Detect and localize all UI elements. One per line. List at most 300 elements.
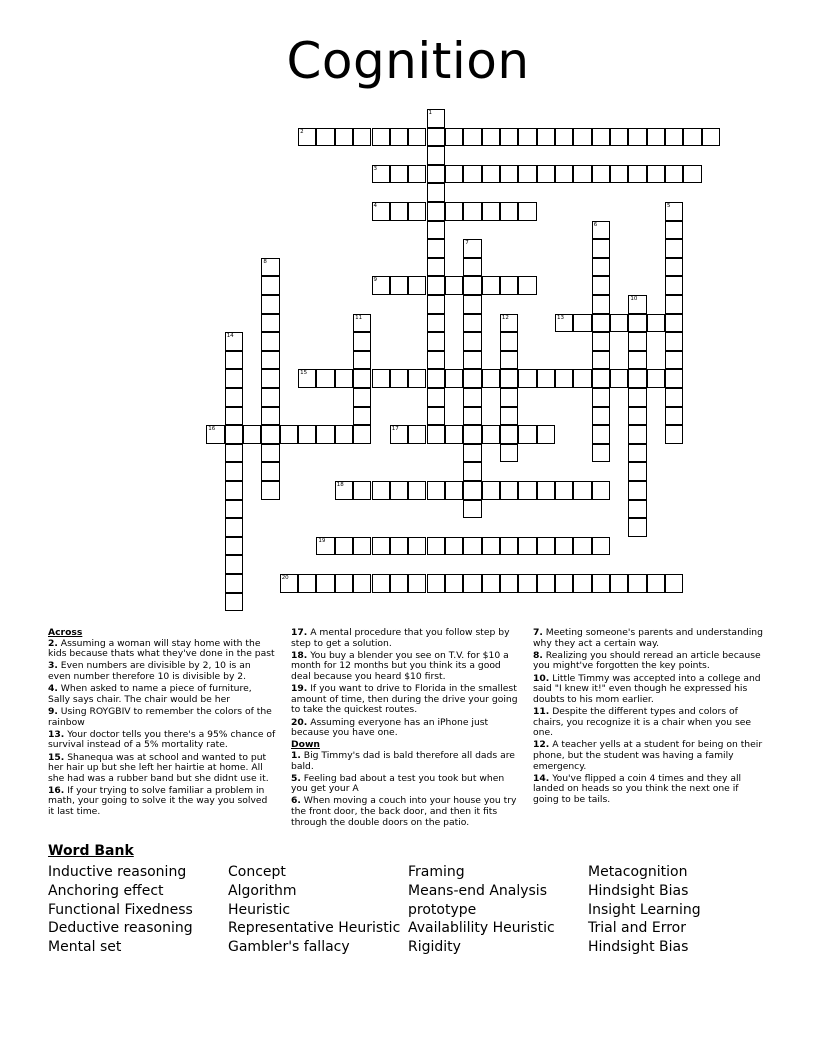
- crossword-cell[interactable]: [372, 202, 390, 221]
- crossword-cell[interactable]: [518, 128, 536, 147]
- crossword-cell[interactable]: [298, 128, 316, 147]
- crossword-cell[interactable]: [537, 128, 555, 147]
- crossword-cell[interactable]: [427, 202, 445, 221]
- crossword-cell[interactable]: [555, 574, 573, 593]
- word-bank-item: Hindsight Bias: [588, 939, 689, 956]
- clue-item: [48, 707, 276, 728]
- crossword-cell[interactable]: [665, 407, 683, 426]
- crossword-cell[interactable]: [463, 314, 481, 333]
- crossword-cell[interactable]: [225, 500, 243, 519]
- crossword-cell[interactable]: [628, 574, 646, 593]
- crossword-cell[interactable]: [592, 351, 610, 370]
- crossword-cell[interactable]: [500, 369, 518, 388]
- crossword-cell[interactable]: [261, 407, 279, 426]
- crossword-cell[interactable]: [628, 388, 646, 407]
- crossword-cell[interactable]: [353, 314, 371, 333]
- crossword-cell[interactable]: [408, 369, 426, 388]
- cell-number: 17: [391, 426, 399, 433]
- crossword-cell[interactable]: [628, 425, 646, 444]
- cell-number: 13: [557, 314, 564, 321]
- crossword-cell[interactable]: [573, 537, 591, 556]
- word-bank-item: Concept: [228, 864, 286, 880]
- clue-item: [533, 774, 765, 806]
- crossword-cell[interactable]: [592, 314, 610, 333]
- crossword-cell[interactable]: [261, 314, 279, 333]
- crossword-cell[interactable]: [518, 165, 536, 184]
- clue-item: [291, 628, 519, 649]
- crossword-cell[interactable]: [206, 425, 224, 444]
- crossword-cell[interactable]: [592, 239, 610, 258]
- crossword-cell[interactable]: [427, 481, 445, 500]
- crossword-cell[interactable]: [316, 537, 334, 556]
- crossword-cell[interactable]: [372, 128, 390, 147]
- crossword-cell[interactable]: [482, 425, 500, 444]
- crossword-cell[interactable]: [482, 202, 500, 221]
- word-bank-item: Hindsight Bias: [588, 882, 689, 899]
- crossword-cell[interactable]: [665, 425, 683, 444]
- cell-number: 1: [428, 110, 432, 116]
- crossword-cell[interactable]: [353, 128, 371, 147]
- crossword-cell[interactable]: [573, 481, 591, 500]
- crossword-cell[interactable]: [665, 295, 683, 314]
- crossword-cell[interactable]: [537, 481, 555, 500]
- crossword-cell[interactable]: [408, 481, 426, 500]
- crossword-cell[interactable]: [665, 165, 683, 184]
- crossword-cell[interactable]: [463, 332, 481, 351]
- crossword-cell[interactable]: [463, 351, 481, 370]
- crossword-cell[interactable]: [628, 314, 646, 333]
- crossword-cell[interactable]: [225, 574, 243, 593]
- crossword-cell[interactable]: [537, 537, 555, 556]
- clue-item: [291, 684, 519, 716]
- crossword-cell[interactable]: [445, 276, 463, 295]
- clue-text: If your trying to solve familiar a problem in math, your going to solve it the way you solved it last time.: [48, 784, 268, 818]
- crossword-cell[interactable]: [628, 444, 646, 463]
- crossword-cell[interactable]: [573, 128, 591, 147]
- crossword-cell[interactable]: [463, 258, 481, 277]
- crossword-cell[interactable]: [500, 332, 518, 351]
- crossword-cell[interactable]: [225, 407, 243, 426]
- cell-number: 16: [208, 426, 216, 433]
- crossword-cell[interactable]: [445, 165, 463, 184]
- clue-number: 3.: [48, 660, 58, 672]
- crossword-cell[interactable]: [353, 574, 371, 593]
- clue-item: [48, 684, 276, 705]
- clue-text: Big Timmy's dad is bald therefore all dads are bald.: [291, 749, 515, 772]
- crossword-cell[interactable]: [261, 332, 279, 351]
- crossword-cell[interactable]: [463, 239, 481, 258]
- crossword-cell[interactable]: [482, 574, 500, 593]
- crossword-cell[interactable]: [390, 276, 408, 295]
- crossword-cell[interactable]: [463, 388, 481, 407]
- clue-number: 9.: [48, 705, 58, 717]
- crossword-cell[interactable]: [261, 295, 279, 314]
- crossword-cell[interactable]: [390, 481, 408, 500]
- crossword-cell[interactable]: [353, 407, 371, 426]
- crossword-cell[interactable]: [555, 165, 573, 184]
- crossword-cell[interactable]: [647, 128, 665, 147]
- crossword-cell[interactable]: [610, 574, 628, 593]
- crossword-cell[interactable]: [261, 388, 279, 407]
- crossword-cell[interactable]: [628, 351, 646, 370]
- word-bank-column-4: [588, 863, 701, 957]
- crossword-cell[interactable]: [408, 202, 426, 221]
- crossword-cell[interactable]: [592, 574, 610, 593]
- crossword-cell[interactable]: [335, 574, 353, 593]
- crossword-cell[interactable]: [225, 425, 243, 444]
- crossword-cell[interactable]: [335, 425, 353, 444]
- clue-number: 19.: [291, 683, 308, 695]
- crossword-cell[interactable]: [408, 128, 426, 147]
- word-bank-title: Word Bank: [48, 843, 134, 859]
- crossword-cell[interactable]: [518, 425, 536, 444]
- crossword-cell[interactable]: [555, 314, 573, 333]
- crossword-cell[interactable]: [335, 537, 353, 556]
- crossword-cell[interactable]: [702, 128, 720, 147]
- crossword-cell[interactable]: [298, 369, 316, 388]
- crossword-cell[interactable]: [316, 574, 334, 593]
- crossword-cell[interactable]: [592, 444, 610, 463]
- crossword-cell[interactable]: [573, 314, 591, 333]
- crossword-cell[interactable]: [500, 481, 518, 500]
- clue-item: [48, 639, 276, 660]
- crossword-cell[interactable]: [628, 369, 646, 388]
- crossword-cell[interactable]: [445, 481, 463, 500]
- crossword-cell[interactable]: [335, 481, 353, 500]
- crossword-cell[interactable]: [243, 425, 261, 444]
- crossword-cell[interactable]: [463, 481, 481, 500]
- clue-item: [533, 674, 765, 706]
- clue-number: 14.: [533, 772, 550, 784]
- crossword-cell[interactable]: [482, 165, 500, 184]
- crossword-cell[interactable]: [665, 202, 683, 221]
- crossword-cell[interactable]: [225, 351, 243, 370]
- crossword-cell[interactable]: [261, 444, 279, 463]
- crossword-cell[interactable]: [592, 481, 610, 500]
- clue-number: 16.: [48, 784, 65, 796]
- crossword-cell[interactable]: [628, 295, 646, 314]
- crossword-cell[interactable]: [610, 165, 628, 184]
- crossword-cell[interactable]: [518, 369, 536, 388]
- crossword-cell[interactable]: [500, 444, 518, 463]
- crossword-cell[interactable]: [500, 314, 518, 333]
- crossword-cell[interactable]: [482, 481, 500, 500]
- crossword-cell[interactable]: [463, 407, 481, 426]
- crossword-cell[interactable]: [372, 165, 390, 184]
- crossword-cell[interactable]: [665, 332, 683, 351]
- crossword-cell[interactable]: [408, 165, 426, 184]
- crossword-cell[interactable]: [427, 128, 445, 147]
- crossword-cell[interactable]: [372, 369, 390, 388]
- crossword-cell[interactable]: [647, 574, 665, 593]
- crossword-cell[interactable]: [390, 425, 408, 444]
- crossword-cell[interactable]: [683, 128, 701, 147]
- crossword-cell[interactable]: [647, 369, 665, 388]
- crossword-cell[interactable]: [500, 128, 518, 147]
- crossword-cell[interactable]: [482, 128, 500, 147]
- crossword-cell[interactable]: [592, 537, 610, 556]
- crossword-cell[interactable]: [427, 109, 445, 128]
- crossword-cell[interactable]: [390, 128, 408, 147]
- crossword-cell[interactable]: [628, 407, 646, 426]
- crossword-cell[interactable]: [445, 128, 463, 147]
- cell-number: 15: [300, 370, 308, 377]
- crossword-cell[interactable]: [225, 444, 243, 463]
- crossword-cell[interactable]: [500, 574, 518, 593]
- crossword-cell[interactable]: [592, 369, 610, 388]
- crossword-cell[interactable]: [353, 332, 371, 351]
- crossword-cell[interactable]: [628, 332, 646, 351]
- crossword-cell[interactable]: [592, 258, 610, 277]
- crossword-cell[interactable]: [427, 295, 445, 314]
- crossword-cell[interactable]: [372, 276, 390, 295]
- crossword-cell[interactable]: [592, 388, 610, 407]
- crossword-cell[interactable]: [518, 202, 536, 221]
- crossword-cell[interactable]: [390, 537, 408, 556]
- crossword-cell[interactable]: [261, 481, 279, 500]
- crossword-cell[interactable]: [628, 500, 646, 519]
- crossword-cell[interactable]: [665, 128, 683, 147]
- crossword-cell[interactable]: [555, 128, 573, 147]
- crossword-cell[interactable]: [463, 500, 481, 519]
- crossword-cell[interactable]: [261, 276, 279, 295]
- crossword-cell[interactable]: [592, 407, 610, 426]
- crossword-cell[interactable]: [555, 369, 573, 388]
- crossword-cell[interactable]: [463, 444, 481, 463]
- crossword-cell[interactable]: [518, 537, 536, 556]
- word-bank-item: Rigidity: [408, 939, 461, 956]
- crossword-cell[interactable]: [518, 276, 536, 295]
- crossword-cell[interactable]: [592, 295, 610, 314]
- crossword-cell[interactable]: [592, 128, 610, 147]
- crossword-cell[interactable]: [225, 593, 243, 612]
- word-bank-column-2: [228, 863, 400, 957]
- crossword-cell[interactable]: [408, 537, 426, 556]
- word-bank-item: Metacognition: [588, 864, 688, 880]
- crossword-cell[interactable]: [500, 276, 518, 295]
- crossword-cell[interactable]: [463, 202, 481, 221]
- crossword-cell[interactable]: [537, 369, 555, 388]
- word-bank-item: Framing: [408, 864, 465, 880]
- crossword-cell[interactable]: [316, 128, 334, 147]
- crossword-cell[interactable]: [390, 574, 408, 593]
- crossword-cell[interactable]: [280, 574, 298, 593]
- crossword-cell[interactable]: [353, 425, 371, 444]
- crossword-cell[interactable]: [225, 555, 243, 574]
- crossword-cell[interactable]: [628, 462, 646, 481]
- cell-number: 8: [263, 258, 267, 265]
- crossword-cell[interactable]: [463, 295, 481, 314]
- clue-item: [533, 707, 765, 739]
- crossword-cell[interactable]: [665, 351, 683, 370]
- crossword-cell[interactable]: [500, 537, 518, 556]
- crossword-cell[interactable]: [610, 314, 628, 333]
- crossword-cell[interactable]: [427, 165, 445, 184]
- crossword-cell[interactable]: [353, 537, 371, 556]
- crossword-cell[interactable]: [427, 332, 445, 351]
- crossword-cell[interactable]: [390, 202, 408, 221]
- cell-number: 9: [373, 277, 377, 284]
- crossword-cell[interactable]: [628, 165, 646, 184]
- crossword-cell[interactable]: [665, 314, 683, 333]
- crossword-cell[interactable]: [665, 388, 683, 407]
- crossword-cell[interactable]: [500, 425, 518, 444]
- crossword-cell[interactable]: [445, 574, 463, 593]
- crossword-cell[interactable]: [261, 369, 279, 388]
- crossword-cell[interactable]: [518, 481, 536, 500]
- crossword-cell[interactable]: [225, 388, 243, 407]
- clue-item: [291, 774, 519, 795]
- clue-item: [48, 661, 276, 682]
- crossword-cell[interactable]: [427, 407, 445, 426]
- crossword-cell[interactable]: [390, 165, 408, 184]
- crossword-cell[interactable]: [353, 388, 371, 407]
- crossword-cell[interactable]: [463, 462, 481, 481]
- crossword-cell[interactable]: [353, 369, 371, 388]
- crossword-cell[interactable]: [427, 314, 445, 333]
- crossword-cell[interactable]: [372, 481, 390, 500]
- clue-item: [533, 628, 765, 649]
- crossword-cell[interactable]: [647, 314, 665, 333]
- crossword-cell[interactable]: [261, 258, 279, 277]
- crossword-cell[interactable]: [353, 481, 371, 500]
- crossword-cell[interactable]: [665, 574, 683, 593]
- crossword-cell[interactable]: [537, 574, 555, 593]
- crossword-cell[interactable]: [500, 407, 518, 426]
- clue-text: Feeling bad about a test you took but when you get your A: [291, 772, 505, 795]
- crossword-cell[interactable]: [390, 369, 408, 388]
- cell-number: 7: [465, 240, 469, 247]
- clue-text: Your doctor tells you there's a 95% chance of survival instead of a 5% mortality rate.: [48, 728, 276, 751]
- crossword-cell[interactable]: [261, 351, 279, 370]
- crossword-cell[interactable]: [445, 202, 463, 221]
- crossword-cell[interactable]: [665, 258, 683, 277]
- crossword-cell[interactable]: [463, 425, 481, 444]
- crossword-cell[interactable]: [518, 574, 536, 593]
- crossword-cell[interactable]: [592, 221, 610, 240]
- crossword-cell[interactable]: [683, 165, 701, 184]
- crossword-cell[interactable]: [665, 369, 683, 388]
- clue-number: 7.: [533, 627, 543, 638]
- crossword-cell[interactable]: [298, 425, 316, 444]
- crossword-cell[interactable]: [427, 574, 445, 593]
- crossword-cell[interactable]: [592, 425, 610, 444]
- crossword-cell[interactable]: [573, 574, 591, 593]
- crossword-cell[interactable]: [427, 537, 445, 556]
- crossword-cell[interactable]: [427, 369, 445, 388]
- word-bank-item: Anchoring effect: [48, 882, 164, 899]
- cell-number: 14: [226, 333, 234, 340]
- crossword-cell[interactable]: [225, 369, 243, 388]
- clue-number: 15.: [48, 751, 65, 763]
- crossword-cell[interactable]: [316, 425, 334, 444]
- crossword-cell[interactable]: [573, 165, 591, 184]
- crossword-cell[interactable]: [610, 369, 628, 388]
- crossword-cell[interactable]: [500, 388, 518, 407]
- crossword-cell[interactable]: [500, 202, 518, 221]
- crossword-cell[interactable]: [555, 481, 573, 500]
- crossword-cell[interactable]: [261, 425, 279, 444]
- crossword-cell[interactable]: [537, 165, 555, 184]
- crossword-cell[interactable]: [463, 574, 481, 593]
- crossword-cell[interactable]: [500, 165, 518, 184]
- crossword-cell[interactable]: [225, 518, 243, 537]
- crossword-cell[interactable]: [463, 128, 481, 147]
- crossword-cell[interactable]: [427, 351, 445, 370]
- page-title: Cognition: [286, 32, 530, 90]
- crossword-cell[interactable]: [427, 425, 445, 444]
- crossword-cell[interactable]: [628, 481, 646, 500]
- crossword-cell[interactable]: [665, 276, 683, 295]
- crossword-cell[interactable]: [353, 351, 371, 370]
- crossword-cell[interactable]: [225, 481, 243, 500]
- crossword-cell[interactable]: [335, 128, 353, 147]
- crossword-cell[interactable]: [427, 239, 445, 258]
- crossword-cell[interactable]: [316, 369, 334, 388]
- crossword-cell[interactable]: [225, 462, 243, 481]
- clue-item: [48, 753, 276, 785]
- cell-number: 5: [667, 203, 671, 209]
- crossword-cell[interactable]: [628, 128, 646, 147]
- crossword-cell[interactable]: [427, 183, 445, 202]
- crossword-cell[interactable]: [427, 221, 445, 240]
- crossword-cell[interactable]: [225, 332, 243, 351]
- crossword-cell[interactable]: [372, 574, 390, 593]
- crossword-cell[interactable]: [261, 462, 279, 481]
- crossword-cell[interactable]: [225, 537, 243, 556]
- crossword-cell[interactable]: [665, 239, 683, 258]
- crossword-cell[interactable]: [537, 425, 555, 444]
- crossword-cell[interactable]: [408, 276, 426, 295]
- crossword-cell[interactable]: [408, 425, 426, 444]
- crossword-cell[interactable]: [482, 537, 500, 556]
- crossword-cell[interactable]: [463, 165, 481, 184]
- crossword-cell[interactable]: [445, 537, 463, 556]
- crossword-cell[interactable]: [592, 165, 610, 184]
- crossword-cell[interactable]: [592, 332, 610, 351]
- crossword-cell[interactable]: [372, 537, 390, 556]
- clue-item: [291, 651, 519, 683]
- word-bank-item: Insight Learning: [588, 901, 701, 918]
- clue-text: When moving a couch into your house you try the front door, the back door, and then it fits through the double doors on the patio.: [291, 795, 517, 828]
- crossword-cell[interactable]: [500, 351, 518, 370]
- crossword-cell[interactable]: [445, 425, 463, 444]
- crossword-cell[interactable]: [335, 369, 353, 388]
- crossword-cell[interactable]: [592, 276, 610, 295]
- crossword-cell[interactable]: [555, 537, 573, 556]
- crossword-cell[interactable]: [463, 369, 481, 388]
- crossword-cell[interactable]: [482, 276, 500, 295]
- crossword-cell[interactable]: [408, 574, 426, 593]
- crossword-cell[interactable]: [628, 518, 646, 537]
- crossword-cell[interactable]: [427, 258, 445, 277]
- crossword-cell[interactable]: [610, 128, 628, 147]
- clue-number: 12.: [533, 739, 550, 751]
- crossword-cell[interactable]: [280, 425, 298, 444]
- crossword-cell[interactable]: [647, 165, 665, 184]
- crossword-cell[interactable]: [427, 388, 445, 407]
- cell-number: 4: [373, 203, 377, 209]
- crossword-cell[interactable]: [463, 537, 481, 556]
- crossword-cell[interactable]: [427, 276, 445, 295]
- crossword-cell[interactable]: [463, 276, 481, 295]
- crossword-cell[interactable]: [573, 369, 591, 388]
- crossword-cell[interactable]: [482, 369, 500, 388]
- crossword-cell[interactable]: [427, 146, 445, 165]
- crossword-cell[interactable]: [665, 221, 683, 240]
- crossword-cell[interactable]: [445, 369, 463, 388]
- crossword-cell[interactable]: [298, 574, 316, 593]
